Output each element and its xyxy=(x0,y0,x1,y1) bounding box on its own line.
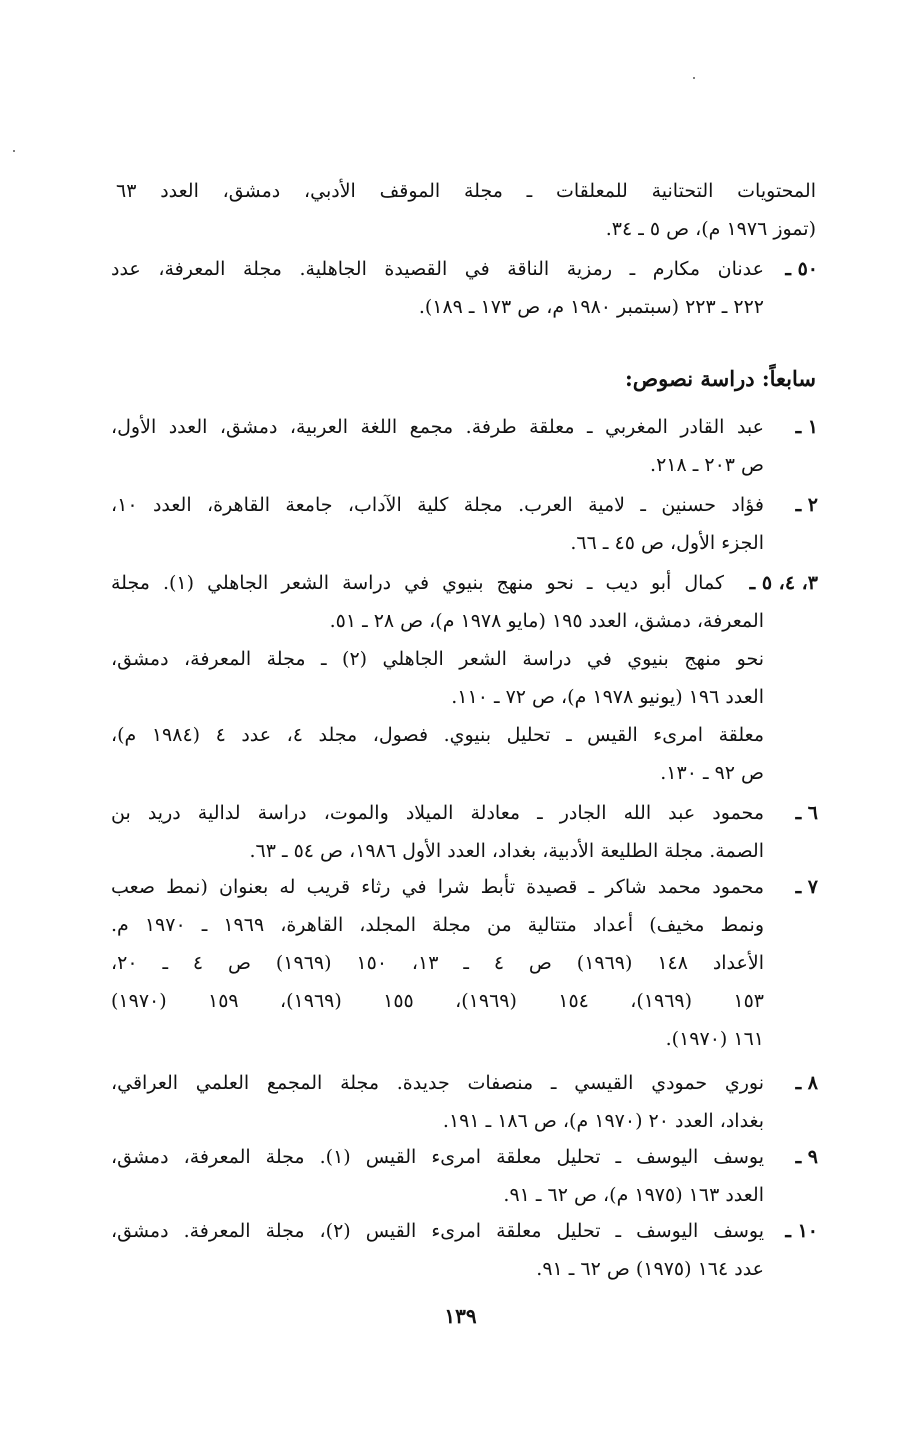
text-line: معلقة امرىء القيس ـ تحليل بنيوي. فصول، مجلد ٤، عدد ٤ (١٩٨٤ م)، xyxy=(111,724,764,746)
scan-speck xyxy=(13,150,15,152)
entry-number: ١ ـ xyxy=(795,416,818,438)
text-line: عبد القادر المغربي ـ معلقة طرفة. مجمع اللغة العربية، دمشق، العدد الأول، xyxy=(111,416,764,438)
text-line: نوري حمودي القيسي ـ منصفات جديدة. مجلة المجمع العلمي العراقي، xyxy=(111,1072,764,1094)
continuation-paragraph xyxy=(116,172,816,248)
reference-subentry xyxy=(111,640,816,716)
text-line: العدد ١٩٦ (يونيو ١٩٧٨ م)، ص ٧٢ ـ ١١٠. xyxy=(451,686,764,708)
entry-number: ٣، ٤، ٥ ـ xyxy=(749,572,818,594)
text-line: كمال أبو ديب ـ نحو منهج بنيوي في دراسة الشعر الجاهلي (١). مجلة xyxy=(111,572,724,594)
reference-subentry xyxy=(111,716,816,792)
text-line: عدد ١٦٤ (١٩٧٥) ص ٦٢ ـ ٩١. xyxy=(536,1258,764,1280)
text-line: العدد ١٦٣ (١٩٧٥ م)، ص ٦٢ ـ ٩١. xyxy=(503,1184,764,1206)
entry-number: ٨ ـ xyxy=(795,1072,818,1094)
text-line: ص ٩٢ ـ ١٣٠. xyxy=(660,762,764,784)
scan-speck xyxy=(693,77,695,79)
text-line: محمود عبد الله الجادر ـ معادلة الميلاد والموت، دراسة لدالية دريد بن xyxy=(111,802,764,824)
section-heading: سابعاً: دراسة نصوص: xyxy=(625,366,816,391)
text-line: ص ٢٠٣ ـ ٢١٨. xyxy=(650,454,764,476)
entry-number: ٢ ـ xyxy=(795,494,818,516)
text-line: (تموز ١٩٧٦ م)، ص ٥ ـ ٣٤. xyxy=(605,218,816,240)
text-line: يوسف اليوسف ـ تحليل معلقة امرىء القيس (١). مجلة المعرفة، دمشق، xyxy=(111,1146,764,1168)
reference-entry xyxy=(111,794,816,870)
text-line: الجزء الأول، ص ٤٥ ـ ٦٦. xyxy=(570,532,764,554)
entry-number: ٥٠ ـ xyxy=(785,258,818,280)
text-line: محمود محمد شاكر ـ قصيدة تأبط شرا في رثاء قريب له بعنوان (نمط صعب xyxy=(111,876,764,898)
entry-number: ١٠ ـ xyxy=(785,1220,818,1242)
entry-number: ٧ ـ xyxy=(795,876,818,898)
text-line: فؤاد حسنين ـ لامية العرب. مجلة كلية الآداب، جامعة القاهرة، العدد ١٠، xyxy=(111,494,764,516)
page-number: ١٣٩ xyxy=(444,1304,477,1328)
text-line: الأعداد ١٤٨ (١٩٦٩) ص ٤ ـ ١٣، ١٥٠ (١٩٦٩) ص ٤ ـ ٢٠، xyxy=(111,952,764,974)
reference-entry xyxy=(111,1212,816,1288)
reference-entry xyxy=(111,486,816,562)
reference-entry xyxy=(111,250,816,326)
text-line: المحتويات التحتانية للمعلقات ـ مجلة الموقف الأدبي، دمشق، العدد ٦٣ xyxy=(116,180,816,202)
text-line: يوسف اليوسف ـ تحليل معلقة امرىء القيس (٢)، مجلة المعرفة. دمشق، xyxy=(111,1220,764,1242)
text-line: نحو منهج بنيوي في دراسة الشعر الجاهلي (٢) ـ مجلة المعرفة، دمشق، xyxy=(111,648,764,670)
text-line: بغداد، العدد ٢٠ (١٩٧٠ م)، ص ١٨٦ ـ ١٩١. xyxy=(442,1110,764,1132)
reference-entry xyxy=(111,564,816,640)
text-line: عدنان مكارم ـ رمزية الناقة في القصيدة الجاهلية. مجلة المعرفة، عدد xyxy=(111,258,764,280)
text-line: ١٦١ (١٩٧٠). xyxy=(665,1028,764,1050)
reference-entry xyxy=(111,1064,816,1140)
text-line: ونمط مخيف) أعداد متتالية من مجلة المجلد، القاهرة، ١٩٦٩ ـ ١٩٧٠ م. xyxy=(111,914,764,936)
text-line: ١٥٣ (١٩٦٩)، ١٥٤ (١٩٦٩)، ١٥٥ (١٩٦٩)، ١٥٩ (١٩٧٠) xyxy=(111,990,764,1012)
reference-entry xyxy=(111,1138,816,1214)
text-line: الصمة. مجلة الطليعة الأدبية، بغداد، العدد الأول ١٩٨٦، ص ٥٤ ـ ٦٣. xyxy=(249,840,764,862)
reference-entry xyxy=(111,408,816,484)
reference-entry xyxy=(111,868,816,1058)
text-line: المعرفة، دمشق، العدد ١٩٥ (مايو ١٩٧٨ م)، ص ٢٨ ـ ٥١. xyxy=(329,610,764,632)
text-line: ٢٢٢ ـ ٢٢٣ (سبتمبر ١٩٨٠ م، ص ١٧٣ ـ ١٨٩). xyxy=(418,296,764,318)
entry-number: ٦ ـ xyxy=(795,802,818,824)
entry-number: ٩ ـ xyxy=(795,1146,818,1168)
